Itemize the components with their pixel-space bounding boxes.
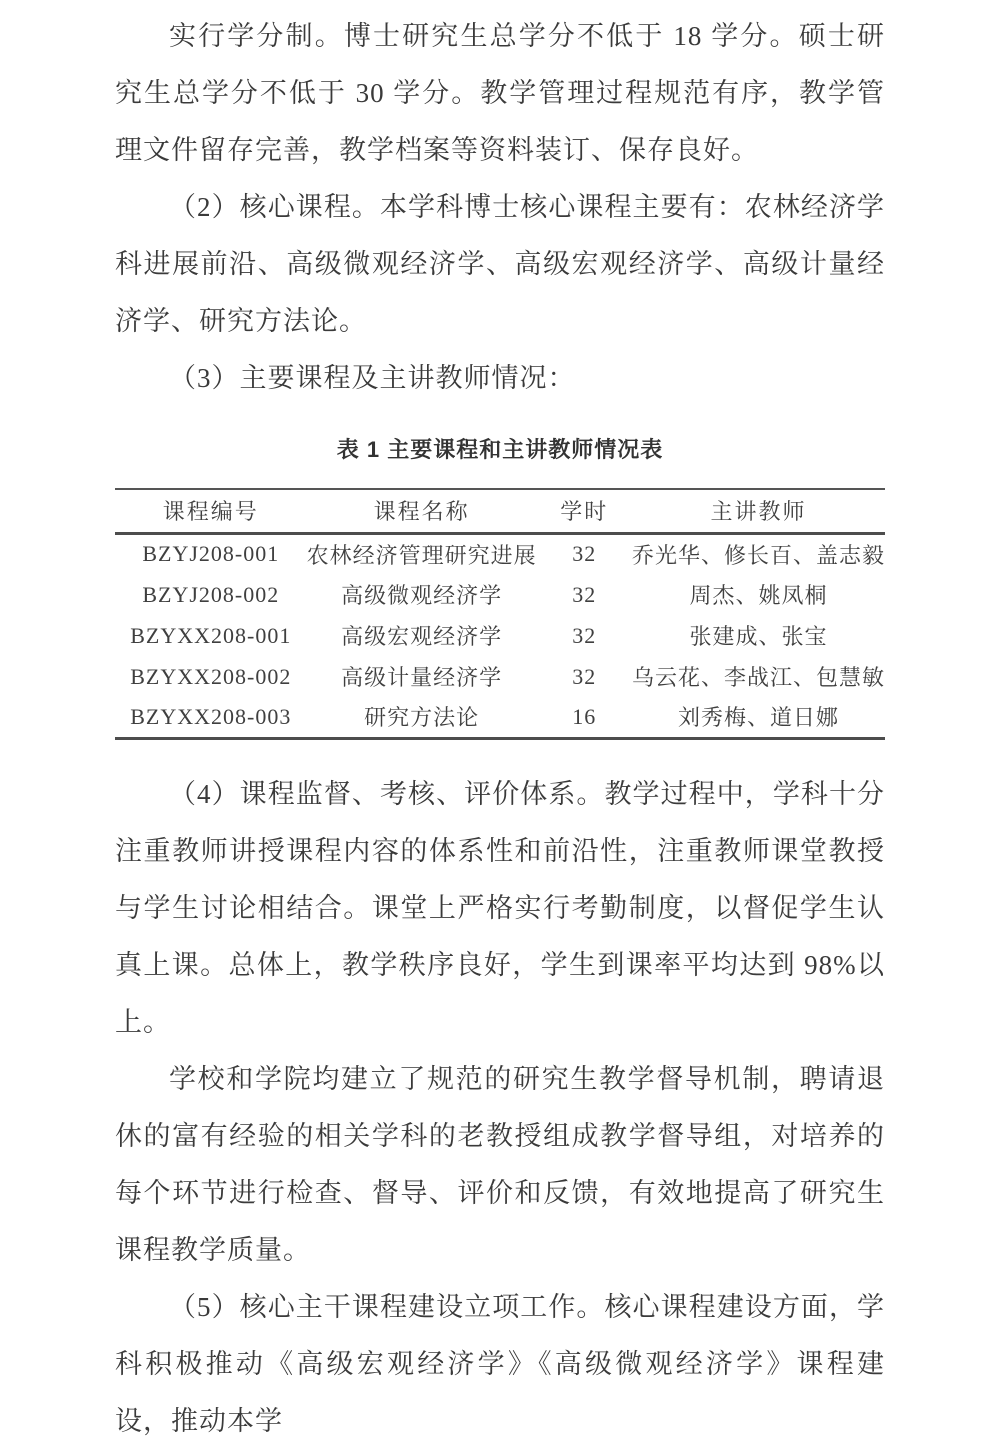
course-table <box>115 488 885 740</box>
col-header-course-name: 课程名称 <box>307 489 537 533</box>
cell-course-name: 农林经济管理研究进展 <box>306 542 537 568</box>
table-row <box>115 697 885 738</box>
cell-teachers: 乌云花、李战江、包慧敏 <box>631 665 885 690</box>
cell-teachers: 乔光华、修长百、盖志毅 <box>631 542 885 568</box>
table-row <box>115 656 885 697</box>
cell-course-name: 高级计量经济学 <box>341 665 503 690</box>
cell-teachers: 刘秀梅、道日娜 <box>677 705 839 731</box>
table-row <box>115 574 885 615</box>
paragraph-credits: 实行学分制。博士研究生总学分不低于 18 学分。硕士研究生总学分不低于 30 学分。教学管理过程规范有序，教学管理文件留存完善，教学档案等资料装订、保存良好。 <box>115 21 885 165</box>
cell-teachers: 张建成、张宝 <box>689 624 828 649</box>
cell-course-id: BZYXX208-001 <box>130 622 292 648</box>
cell-teachers: 周杰、姚凤桐 <box>689 583 828 608</box>
cell-course-name: 研究方法论 <box>364 705 480 731</box>
paragraph-core-courses: （2）核心课程。本学科博士核心课程主要有：农林经济学科进展前沿、高级微观经济学、高级宏观经济学、高级计量经济学、研究方法论。 <box>115 192 885 336</box>
cell-hours: 16 <box>572 703 597 729</box>
paragraph-main-courses-intro: （3）主要课程及主讲教师情况： <box>169 363 576 393</box>
table-caption: 表 1 主要课程和主讲教师情况表 <box>336 437 664 462</box>
col-header-teachers: 主讲教师 <box>632 489 885 533</box>
table-header-row <box>115 489 885 533</box>
paragraph-steering-group: 学校和学院均建立了规范的研究生教学督导机制，聘请退休的富有经验的相关学科的老教授组成教学督导组，对培养的每个环节进行检查、督导、评价和反馈，有效地提高了研究生课程教学质量。 <box>115 1063 885 1265</box>
table-row <box>115 615 885 656</box>
table-row <box>115 533 885 574</box>
cell-hours: 32 <box>572 663 597 689</box>
cell-course-id: BZYJ208-001 <box>142 541 280 567</box>
cell-course-id: BZYXX208-003 <box>130 703 292 729</box>
cell-course-name: 高级微观经济学 <box>341 583 503 608</box>
paragraph-supervision: （4）课程监督、考核、评价体系。教学过程中，学科十分注重教师讲授课程内容的体系性和前沿性，注重教师课堂教授与学生讨论相结合。课堂上严格实行考勤制度，以督促学生认真上课。总体上，教学秩序良好，学生到课率平均达到 98%以上。 <box>115 778 885 1037</box>
cell-course-id: BZYXX208-002 <box>130 663 292 689</box>
col-header-course-id: 课程编号 <box>115 489 307 533</box>
paragraph-course-construction: （5）核心主干课程建设立项工作。核心课程建设方面，学科积极推动《高级宏观经济学》《高级微观经济学》课程建设，推动本学 <box>115 1291 885 1436</box>
cell-hours: 32 <box>572 581 597 607</box>
cell-course-id: BZYJ208-002 <box>142 581 280 607</box>
cell-hours: 32 <box>572 622 597 648</box>
cell-course-name: 高级宏观经济学 <box>341 624 503 649</box>
col-header-hours: 学时 <box>537 489 632 533</box>
cell-hours: 32 <box>572 541 597 567</box>
